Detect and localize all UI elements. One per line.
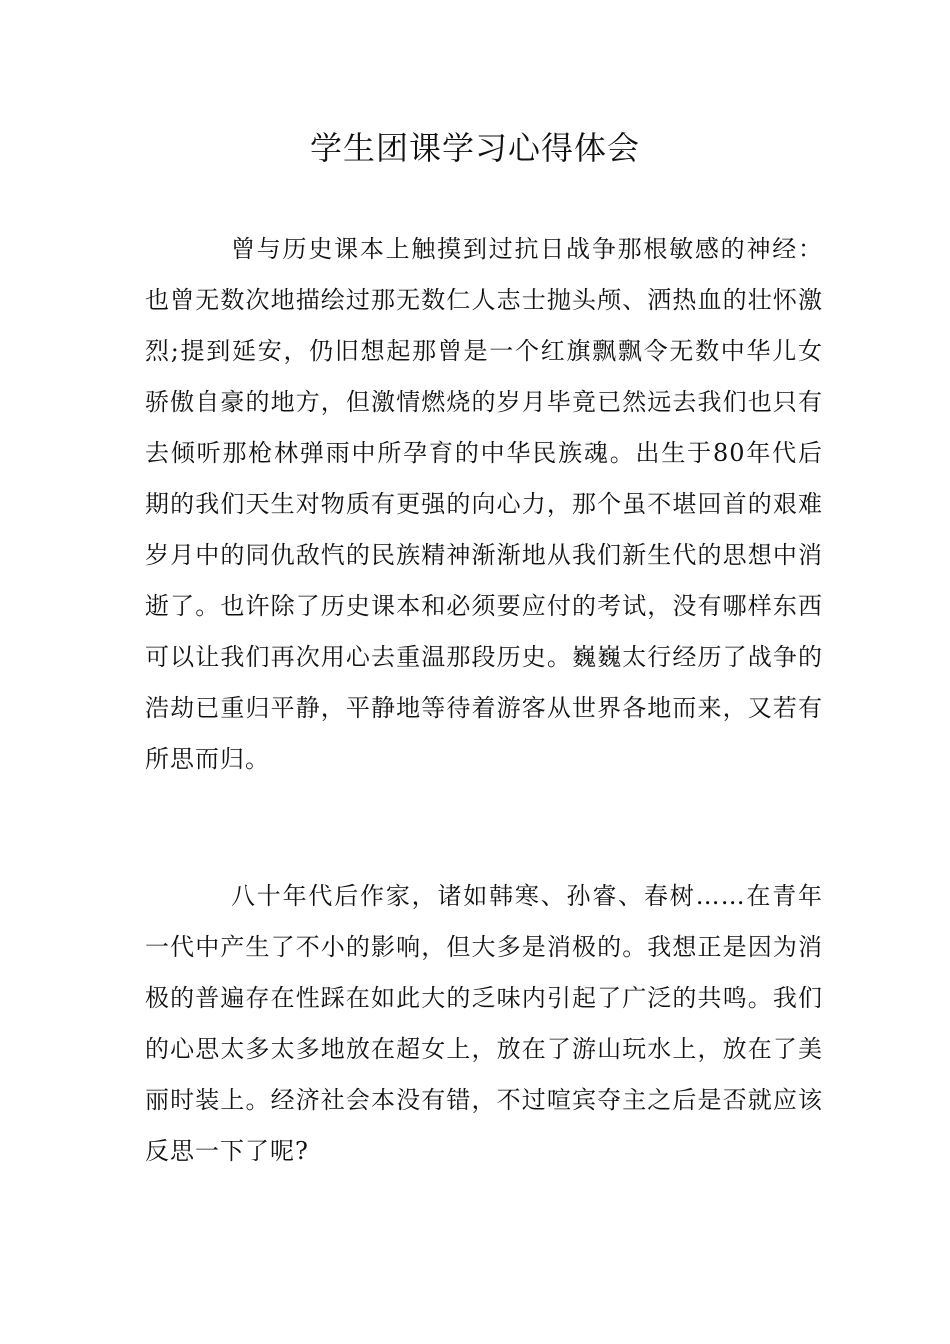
paragraph-2: 八十年代后作家，诸如韩寒、孙睿、春树……在青年一代中产生了不小的影响，但大多是消极的。我想正是因为消极的普遍存在性踩在如此大的乏味内引起了广泛的共鸣。我们的心思太多太多地放在超女上，放在了游山玩水上，放在了美丽时装上。经济社会本没有错，不过喧宾夺主之后是否就应该反思一下了呢? [145, 882, 823, 1165]
document-title: 学生团课学习心得体会 [309, 129, 640, 167]
paragraph-1: 曾与历史课本上触摸到过抗日战争那根敏感的神经：也曾无数次地描绘过那无数仁人志士抛头颅、洒热血的壮怀激烈;提到延安，仍旧想起那曾是一个红旗飘飘令无数中华儿女骄傲自豪的地方，但激情燃烧的岁月毕竟已然远去我们也只有去倾听那枪林弹雨中所孕育的中华民族魂。出生于80年代后期的我们天生对物质有更强的向心力，那个虽不堪回首的艰难岁月中的同仇敌忾的民族精神渐渐地从我们新生代的思想中消逝了。也许除了历史课本和必须要应付的考试，没有哪样东西可以让我们再次用心去重温那段历史。巍巍太行经历了战争的浩劫已重归平静，平静地等待着游客从世界各地而来，又若有所思而归。 [145, 235, 823, 773]
